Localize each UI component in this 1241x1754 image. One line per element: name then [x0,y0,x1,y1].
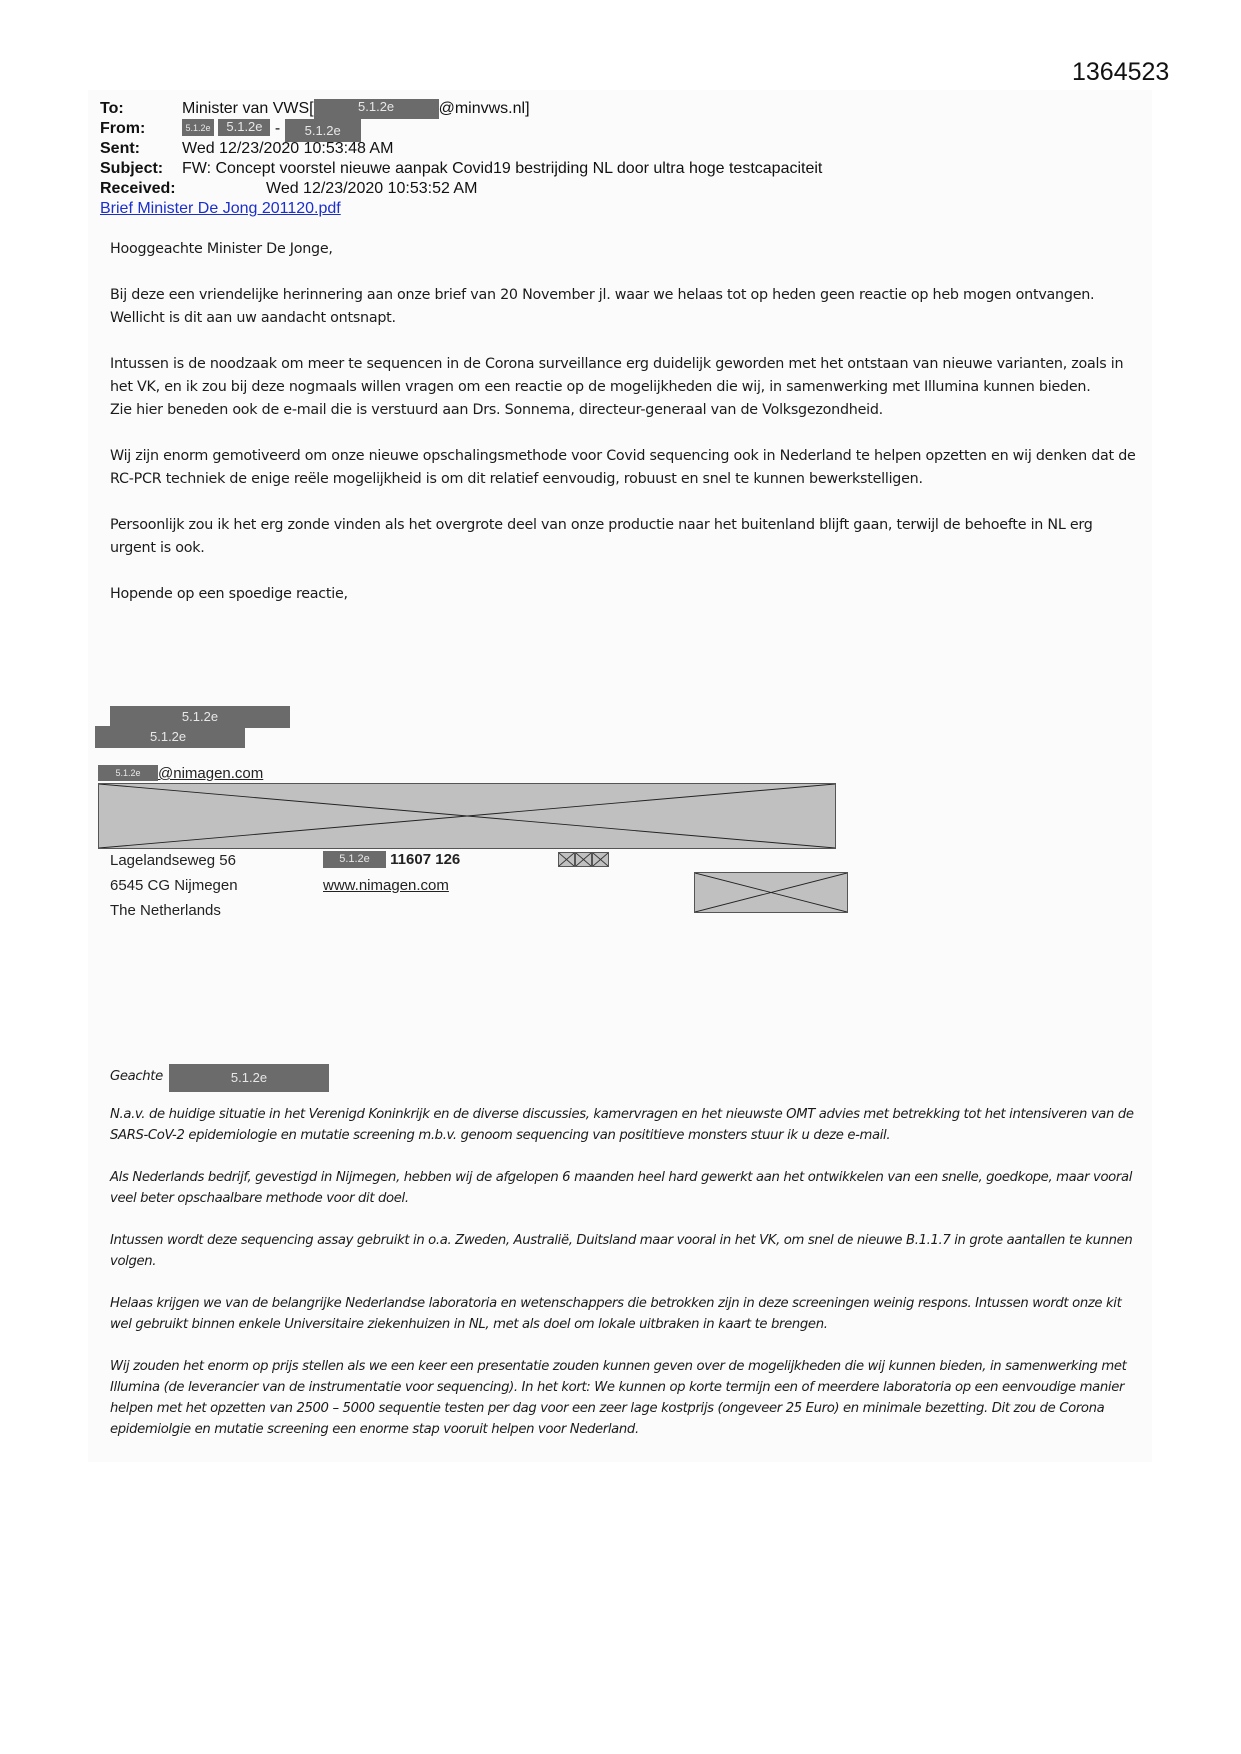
to-value-prefix: Minister van VWS[ [182,100,314,117]
subject-row [100,159,823,179]
attachment-link[interactable]: Brief Minister De Jong 201120.pdf [100,200,341,217]
logo-image-placeholder [694,872,848,913]
forwarded-body [110,1104,1140,1461]
signature-name-redaction: 5.1.2e [110,706,290,728]
from-separator: - [274,120,281,137]
redaction-box: 5.1.2e [182,119,214,136]
body-greeting: Hooggeachte Minister De Jonge, [110,241,333,257]
signature-email-domain[interactable]: @nimagen.com [158,765,264,782]
document-id: 1364523 [1072,58,1170,86]
body-paragraph: Wij zijn enorm gemotiveerd om onze nieuwe opschalingsmethode voor Covid sequencing ook in Nederland te helpen opzetten en wij denken dat de RC-PCR techniek de enige reële mogelijkheid is om dit relatief eenvoudig, robuust en snel te kunnen bewerkstelligen. [110,448,1136,487]
attachment-row [100,199,341,219]
received-row [100,179,478,199]
social-icon-placeholder[interactable] [592,852,609,867]
body-paragraph: Zie hier beneden ook de e-mail die is verstuurd aan Drs. Sonnema, directeur-generaal van de Volksgezondheid. [110,402,883,418]
subject-value: FW: Concept voorstel nieuwe aanpak Covid19 bestrijding NL door ultra hoge testcapaciteit [182,160,823,177]
signature-website [323,877,449,894]
forwarded-paragraph: Wij zouden het enorm op prijs stellen als we een keer een presentatie zouden kunnen geven over de mogelijkheden die wij kunnen bieden, in samenwerking met Illumina (de leverancier van de instrumentatie voor sequencing). In het kort: We kunnen op korte termijn een of meerdere laboratoria op een eenvoudige manier helpen met het opzetten van 2500 – 5000 sequentie testen per dag voor een zeer lage kostprijs (ongeveer 25 Euro) en minimale bezetting. Dit zou de Corona epidemiolgie en mutatie screening een enorme stap vooruit helpen voor Nederland. [110,1359,1127,1437]
redaction-box: 5.1.2e [314,99,439,119]
to-label: To: [100,100,124,117]
redaction-box: 5.1.2e [323,851,386,868]
social-icons [558,852,609,867]
sent-value: Wed 12/23/2020 10:53:48 AM [182,140,394,157]
body-paragraph: Persoonlijk zou ik het erg zonde vinden als het overgrote deel van onze productie naar het buitenland blijft gaan, terwijl de behoefte in NL erg urgent is ook. [110,517,1093,556]
website-link[interactable]: www.nimagen.com [323,877,449,894]
redaction-box: 5.1.2e [98,765,158,781]
sent-row [100,139,394,159]
sent-label: Sent: [100,140,140,157]
forwarded-paragraph: N.a.v. de huidige situatie in het Verenigd Koninkrijk en de diverse discussies, kamervragen en het nieuwste OMT advies met betrekking tot het intensiveren van de SARS-CoV-2 epidemiologie en mutatie screening m.b.v. genoom sequencing van posititieve monsters stuur ik u deze e-mail. [110,1107,1134,1143]
from-label: From: [100,120,146,137]
redaction-box: 5.1.2e [218,119,270,136]
body-paragraph: Bij deze een vriendelijke herinnering aan onze brief van 20 November jl. waar we helaas tot op heden geen reactie op heb mogen ontvangen. Wellicht is dit aan uw aandacht ontsnapt. [110,287,1095,326]
social-icon-placeholder[interactable] [575,852,592,867]
banner-image-placeholder [98,783,836,849]
subject-label: Subject: [100,160,164,177]
signature-phone [323,851,460,868]
received-value: Wed 12/23/2020 10:53:52 AM [266,180,478,197]
redaction-box: 5.1.2e [285,119,361,142]
forwarded-greeting: Geachte [110,1069,163,1084]
received-label: Received: [100,180,176,197]
signature-title-redaction: 5.1.2e [95,726,245,748]
forwarded-paragraph: Als Nederlands bedrijf, gevestigd in Nijmegen, hebben wij de afgelopen 6 maanden heel hard gewerkt aan het ontwikkelen van een snelle, goedkope, maar vooral veel beter opschaalbare methode voor dit doel. [110,1170,1133,1206]
address-line-3: The Netherlands [110,902,221,919]
forwarded-paragraph: Helaas krijgen we van de belangrijke Nederlandse laboratoria en wetenschappers die betrokken zijn in deze screeningen weinig respons. Intussen wordt onze kit wel gebruikt binnen enkele Universitaire ziekenhuizen in NL, met als doel om lokale uitbraken in kaart te brengen. [110,1296,1122,1332]
phone-number: 11607 126 [390,851,461,868]
address-line-2: 6545 CG Nijmegen [110,877,238,894]
body-closing: Hopende op een spoedige reactie, [110,586,348,602]
email-body [110,238,1140,629]
to-row [100,99,530,119]
from-row [100,119,341,139]
address-line-1: Lagelandseweg 56 [110,852,236,869]
forwarded-paragraph: Intussen wordt deze sequencing assay gebruikt in o.a. Zweden, Australië, Duitsland maar vooral in het VK, om snel de nieuwe B.1.1.7 in grote aantallen te kunnen volgen. [110,1233,1133,1269]
body-paragraph: Intussen is de noodzaak om meer te sequencen in de Corona surveillance erg duidelijk geworden met het ontstaan van nieuwe varianten, zoals in het VK, en ik zou bij deze nogmaals willen vragen om een reactie op de mogelijkheden die wij, in samenwerking met Illumina kunnen bieden. [110,356,1124,395]
social-icon-placeholder[interactable] [558,852,575,867]
recipient-redaction: 5.1.2e [169,1064,329,1092]
to-value-suffix: @minvws.nl] [438,100,530,117]
signature-email [98,765,263,782]
